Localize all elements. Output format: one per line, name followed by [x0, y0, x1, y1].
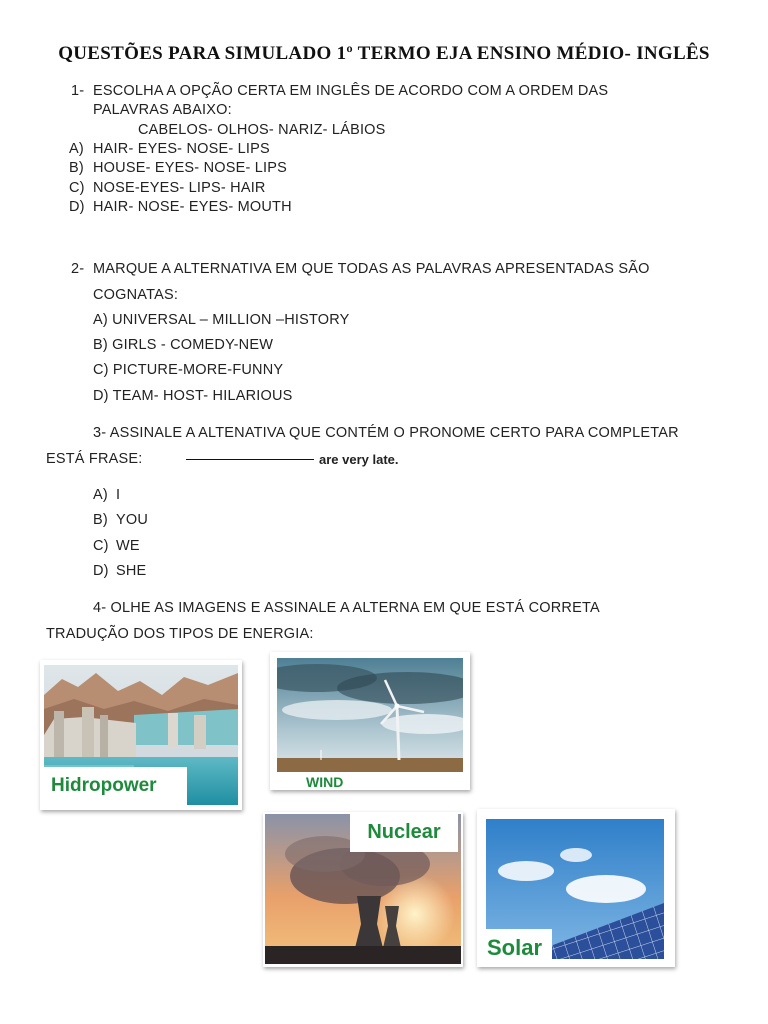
option-text: A) UNIVERSAL – MILLION –HISTORY [93, 312, 350, 328]
option-text: YOU [116, 512, 149, 528]
option-letter: A) [93, 487, 108, 503]
option-letter: B) [69, 160, 84, 176]
option-text: NOSE-EYES- LIPS- HAIR [93, 180, 266, 196]
fill-in-sentence [186, 451, 399, 469]
option-text: SHE [116, 563, 147, 579]
wind-image [270, 652, 470, 790]
solar-label: Solar [477, 929, 552, 967]
question-text-line-1: MARQUE A ALTERNATIVA EM QUE TODAS AS PALAVRAS APRESENTADAS SÃO [93, 261, 650, 277]
question-text-line-2: COGNATAS: [93, 287, 179, 303]
word-list: CABELOS- OLHOS- NARIZ- LÁBIOS [138, 122, 386, 138]
question-text-line-2: ESTÁ FRASE: [46, 451, 143, 467]
option-letter: D) [93, 563, 109, 579]
option-text: HAIR- EYES- NOSE- LIPS [93, 141, 270, 157]
option-letter: B) [93, 512, 108, 528]
option-text: WE [116, 538, 140, 554]
sentence-end: are very late. [319, 452, 399, 467]
solar-image [477, 809, 675, 967]
nuclear-image [263, 812, 463, 967]
option-letter: D) [69, 199, 85, 215]
wind-label: WIND [306, 774, 344, 790]
option-text: C) PICTURE-MORE-FUNNY [93, 362, 284, 378]
option-letter: C) [93, 538, 109, 554]
page-title: QUESTÕES PARA SIMULADO 1º TERMO EJA ENSINO MÉDIO- INGLÊS [58, 43, 710, 64]
option-text: HOUSE- EYES- NOSE- LIPS [93, 160, 287, 176]
option-text: D) TEAM- HOST- HILARIOUS [93, 388, 293, 404]
question-text-line-2: PALAVRAS ABAIXO: [93, 102, 232, 118]
answer-blank [186, 459, 314, 460]
question-number: 1- [71, 83, 85, 99]
question-text-line-1: 4- OLHE AS IMAGENS E ASSINALE A ALTERNA EM QUE ESTÁ CORRETA [93, 600, 600, 616]
question-number: 2- [71, 261, 85, 277]
nuclear-label: Nuclear [350, 812, 458, 852]
option-text: I [116, 487, 121, 503]
option-text: B) GIRLS - COMEDY-NEW [93, 337, 274, 353]
hydropower-label: Hidropower [44, 767, 187, 805]
question-text-line-1: ESCOLHA A OPÇÃO CERTA EM INGLÊS DE ACORDO COM A ORDEM DAS [93, 83, 609, 99]
question-text-line-1: 3- ASSINALE A ALTENATIVA QUE CONTÉM O PRONOME CERTO PARA COMPLETAR [93, 425, 679, 441]
option-text: HAIR- NOSE- EYES- MOUTH [93, 199, 292, 215]
option-letter: A) [69, 141, 84, 157]
hydropower-image [40, 660, 242, 810]
question-text-line-2: TRADUÇÃO DOS TIPOS DE ENERGIA: [46, 626, 314, 642]
option-letter: C) [69, 180, 85, 196]
